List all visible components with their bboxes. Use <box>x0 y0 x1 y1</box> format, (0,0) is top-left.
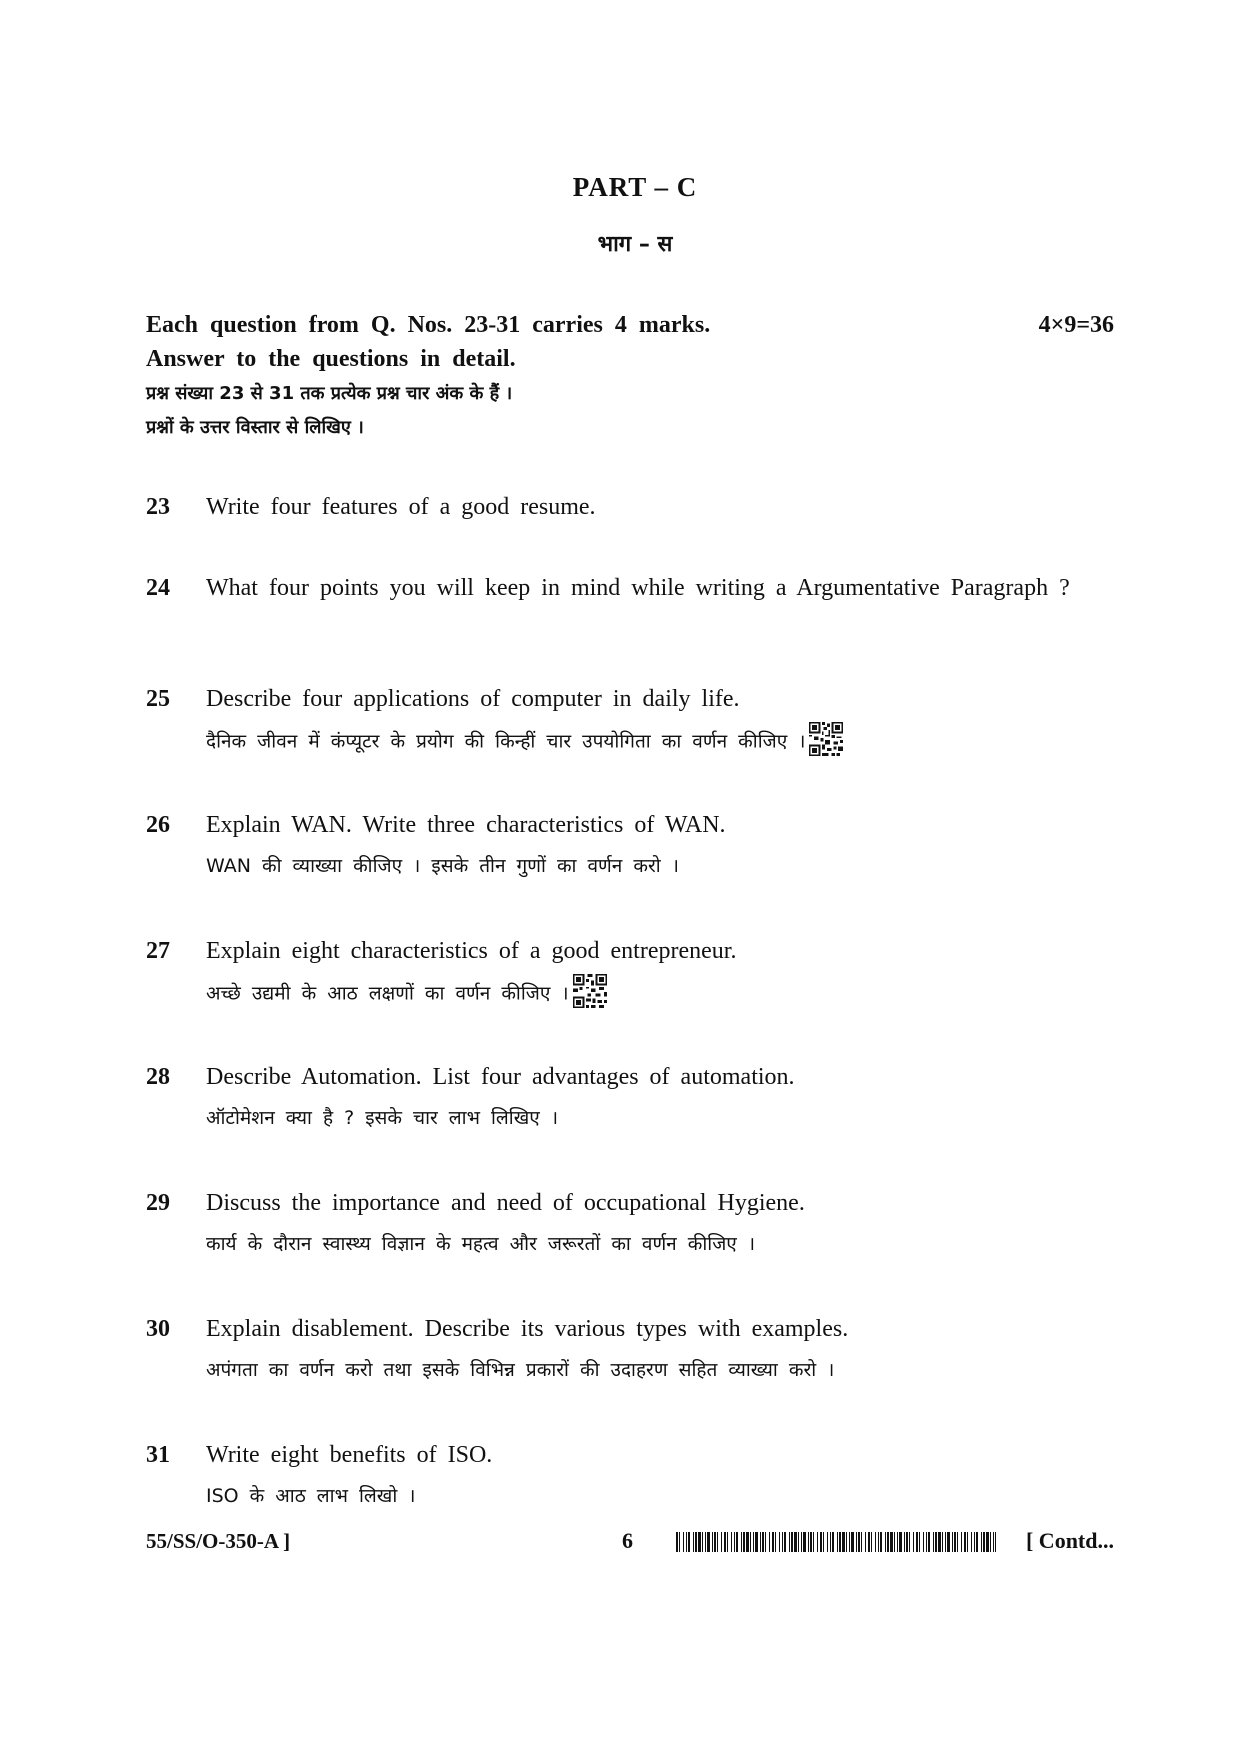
instruction-marks-line: Each question from Q. Nos. 23-31 carries 4 marks. <box>146 312 711 338</box>
qr-code-icon <box>809 722 843 756</box>
question-text: Discuss the importance and need of occupational Hygiene. <box>206 1190 805 1216</box>
total-marks: 4×9=36 <box>1038 312 1114 338</box>
question-text: Write four features of a good resume. <box>206 494 596 520</box>
question-number: 24 <box>146 575 170 601</box>
qr-code-icon <box>573 974 607 1008</box>
barcode-icon <box>676 1532 996 1552</box>
question-number: 26 <box>146 812 170 838</box>
continued-label: [ Contd... <box>1025 1528 1114 1553</box>
instruction-detail-line-hindi: प्रश्नों के उत्तर विस्तार से लिखिए । <box>146 417 364 438</box>
question-number: 27 <box>146 938 170 964</box>
question-text: Explain eight characteristics of a good entrepreneur. <box>206 938 737 964</box>
question-text-hindi: कार्य के दौरान स्वास्थ्य विज्ञान के महत्व और जरूरतों का वर्णन कीजिए । <box>206 1233 756 1255</box>
question-text-hindi: ऑटोमेशन क्या है ? इसके चार लाभ लिखिए । <box>206 1107 559 1129</box>
instruction-marks-line-hindi: प्रश्न संख्या 23 से 31 तक प्रत्येक प्रश्न चार अंक के हैं । <box>146 383 513 404</box>
question-number: 30 <box>146 1316 170 1342</box>
page-number: 6 <box>622 1528 633 1553</box>
question-text-hindi: WAN की व्याख्या कीजिए । इसके तीन गुणों का वर्णन करो । <box>206 855 679 877</box>
question-text: Write eight benefits of ISO. <box>206 1442 493 1468</box>
question-text-hindi: अपंगता का वर्णन करो तथा इसके विभिन्न प्रकारों की उदाहरण सहित व्याख्या करो । <box>206 1359 835 1381</box>
question-text: Describe Automation. List four advantages of automation. <box>206 1064 795 1090</box>
paper-code: 55/SS/O-350-A ] <box>146 1529 291 1553</box>
page-footer <box>146 1526 1114 1558</box>
question-number: 31 <box>146 1442 170 1468</box>
part-title-hindi: भाग – स <box>597 232 673 257</box>
question-number: 25 <box>146 686 170 712</box>
question-text-hindi <box>206 977 1114 1011</box>
question-text: Explain disablement. Describe its various types with examples. <box>206 1316 849 1342</box>
question-text-hindi-content: अच्छे उद्यमी के आठ लक्षणों का वर्णन कीजिए । <box>206 982 569 1005</box>
question-text: What four points you will keep in mind while writing a Argumentative Paragraph ? <box>206 575 1070 601</box>
question-text: Explain WAN. Write three characteristics of WAN. <box>206 812 726 838</box>
question-text-hindi-content: दैनिक जीवन में कंप्यूटर के प्रयोग की किन्हीं चार उपयोगिता का वर्णन कीजिए । <box>206 730 806 753</box>
question-text-hindi: ISO के आठ लाभ लिखो । <box>206 1485 416 1507</box>
question-text: Describe four applications of computer in daily life. <box>206 686 740 712</box>
question-number: 29 <box>146 1190 170 1216</box>
part-title: PART – C <box>572 172 698 202</box>
section-instructions <box>146 308 1114 446</box>
question-number: 23 <box>146 494 170 520</box>
question-text-hindi <box>206 725 1114 759</box>
instruction-detail-line: Answer to the questions in detail. <box>146 346 516 372</box>
question-number: 28 <box>146 1064 170 1090</box>
